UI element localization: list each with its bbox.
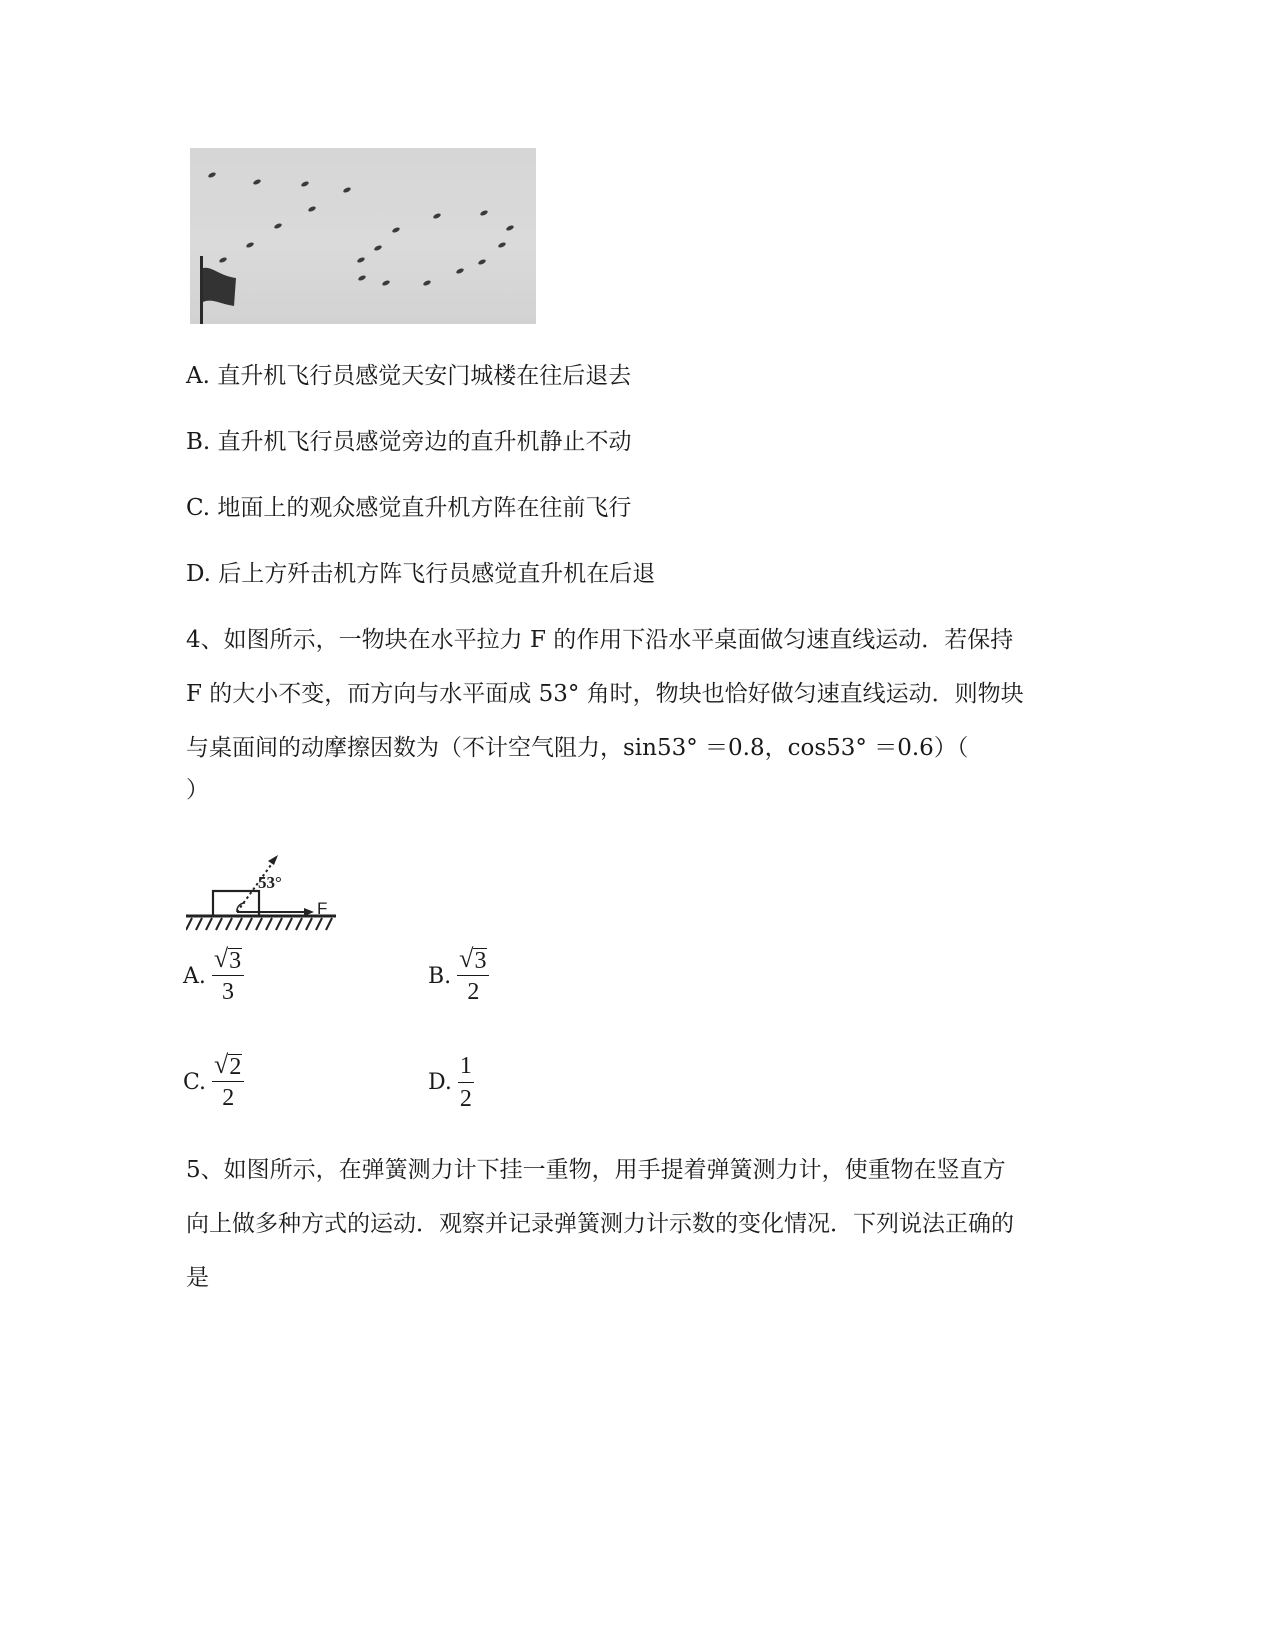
q4-option-c-label: C. [183,1069,207,1095]
flag-icon [200,256,236,324]
q4-stem-line-2: F 的大小不变，而方向与水平面成 53° 角时，物块也恰好做匀速直线运动．则物块 [186,681,1024,707]
q5-stem-line-3: 是 [186,1265,209,1291]
q4-option-a-fraction: √ 3 3 [212,946,244,1006]
q3-option-c: C. 地面上的观众感觉直升机方阵在往前飞行 [186,495,632,521]
sqrt-icon: √ [459,944,474,973]
q4-option-b-fraction: √ 3 2 [457,946,489,1006]
q4-stem-line-3: 与桌面间的动摩擦因数为（不计空气阻力，sin53° ＝0.8，cos53° ＝0.6）（ [186,735,969,761]
q4-stem-line-4: ） [186,777,209,803]
sqrt-icon: √ [214,1050,229,1079]
q4-figure [186,848,348,943]
q4-option-a-label: A. [183,963,206,989]
q4-option-d [428,1052,474,1113]
formation-photo [190,148,536,324]
q3-option-d: D. 后上方歼击机方阵飞行员感觉直升机在后退 [186,561,656,587]
force-label: F [317,899,328,918]
q4-option-c-fraction: √ 2 2 [212,1052,244,1112]
q4-figure-diagram [186,848,348,943]
q4-option-b [428,946,489,1006]
formation-photo-graphic [190,148,536,324]
angled-force-arrowhead [268,855,278,865]
q4-stem-line-1: 4、如图所示，一物块在水平拉力 F 的作用下沿水平桌面做匀速直线运动．若保持 [186,627,1014,653]
q5-stem-line-2: 向上做多种方式的运动．观察并记录弹簧测力计示数的变化情况．下列说法正确的 [186,1211,1014,1237]
ground-hatching [186,918,332,930]
aircraft-group-right [357,209,515,286]
angle-label: 53° [258,873,282,892]
aircraft-group-left [208,171,352,263]
sqrt-icon: √ [213,944,229,973]
q4-option-b-label: B. [428,963,452,989]
q3-option-b: B. 直升机飞行员感觉旁边的直升机静止不动 [186,429,632,455]
q4-option-a [183,946,244,1006]
q3-option-a: A. 直升机飞行员感觉天安门城楼在往后退去 [186,363,632,389]
q5-stem-line-1: 5、如图所示，在弹簧测力计下挂一重物，用手提着弹簧测力计，使重物在竖直方 [186,1157,1006,1183]
q4-option-d-fraction: $\frac{1}{2}$ [459,1053,472,1112]
q4-option-c [183,1052,244,1112]
q4-option-d-label: D. [428,1070,452,1095]
